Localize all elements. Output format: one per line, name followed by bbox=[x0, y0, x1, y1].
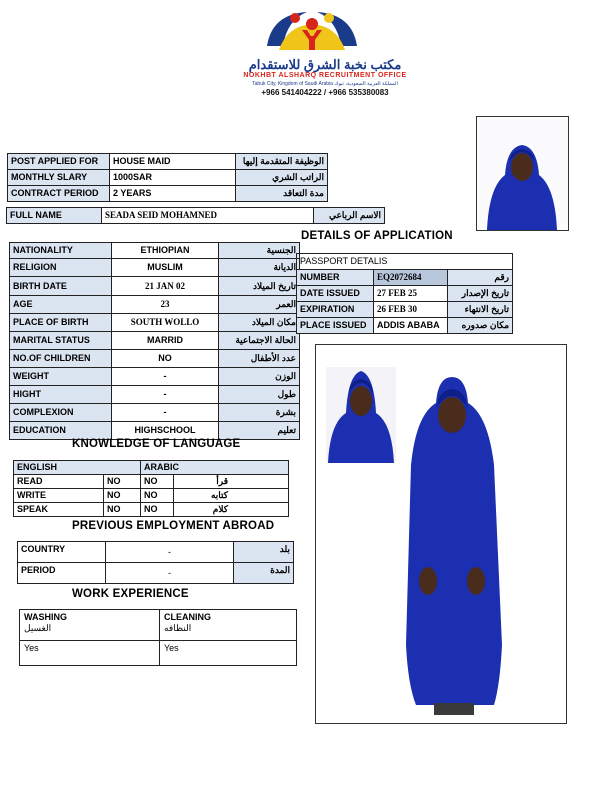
personal-arabic-label: تعليم bbox=[219, 422, 300, 440]
passport-label: DATE ISSUED bbox=[297, 286, 374, 302]
fullname-label: FULL NAME bbox=[7, 208, 102, 224]
job-label: CONTRACT PERIOD bbox=[8, 186, 110, 202]
personal-arabic-label: مكان الميلاد bbox=[219, 314, 300, 332]
personal-label: NO.OF CHILDREN bbox=[10, 350, 112, 368]
personal-arabic-label: العمر bbox=[219, 296, 300, 314]
personal-label: COMPLEXION bbox=[10, 404, 112, 422]
passport-label: EXPIRATION bbox=[297, 302, 374, 318]
job-row bbox=[8, 170, 328, 186]
personal-value: MARRID bbox=[112, 332, 219, 350]
language-english-value: NO bbox=[104, 489, 141, 503]
personal-label: WEIGHT bbox=[10, 368, 112, 386]
passport-title: PASSPORT DETALIS bbox=[297, 254, 513, 270]
personal-arabic-label: طول bbox=[219, 386, 300, 404]
employment-label: PERIOD bbox=[18, 563, 106, 584]
employment-arabic-label: المدة bbox=[234, 563, 294, 584]
job-arabic-label: مدة التعاقد bbox=[236, 186, 328, 202]
personal-arabic-label: الجنسية bbox=[219, 243, 300, 259]
personal-value: NO bbox=[112, 350, 219, 368]
personal-row bbox=[10, 404, 300, 422]
job-label: MONTHLY SLARY bbox=[8, 170, 110, 186]
personal-label: NATIONALITY bbox=[10, 243, 112, 259]
language-label: SPEAK bbox=[14, 503, 104, 517]
personal-row bbox=[10, 296, 300, 314]
personal-value: - bbox=[112, 386, 219, 404]
personal-label: RELIGION bbox=[10, 259, 112, 277]
language-english-value: NO bbox=[104, 503, 141, 517]
personal-row bbox=[10, 259, 300, 277]
work-item-arabic: النظافه bbox=[164, 623, 192, 633]
personal-value: MUSLIM bbox=[112, 259, 219, 277]
personal-row bbox=[10, 314, 300, 332]
personal-table bbox=[9, 242, 300, 440]
personal-label: BIRTH DATE bbox=[10, 277, 112, 296]
personal-row bbox=[10, 386, 300, 404]
passport-number: EQ2072684 bbox=[374, 270, 448, 286]
personal-arabic-label: تاريخ الميلاد bbox=[219, 277, 300, 296]
language-label: WRITE bbox=[14, 489, 104, 503]
passport-arabic-label: رقم bbox=[448, 270, 513, 286]
personal-row bbox=[10, 243, 300, 259]
logo-arabic-name: مكتب نخبة الشرق للاستقدام bbox=[248, 57, 402, 72]
passport-value: 26 FEB 30 bbox=[374, 302, 448, 318]
language-col-english: ENGLISH bbox=[14, 461, 141, 475]
work-item-english: WASHING bbox=[24, 612, 68, 622]
language-arabic-value: NO bbox=[141, 489, 174, 503]
personal-value: - bbox=[112, 404, 219, 422]
language-english-value: NO bbox=[104, 475, 141, 489]
employment-label: COUNTRY bbox=[18, 542, 106, 563]
personal-row bbox=[10, 422, 300, 440]
passport-value: 27 FEB 25 bbox=[374, 286, 448, 302]
language-heading: KNOWLEDGE OF LANGUAGE bbox=[72, 438, 241, 450]
passport-label: PLACE ISSUED bbox=[297, 318, 374, 334]
passport-arabic-label: تاريخ الإصدار bbox=[448, 286, 513, 302]
applicant-portrait-photo bbox=[476, 116, 569, 231]
language-label: READ bbox=[14, 475, 104, 489]
work-item-value: Yes bbox=[160, 641, 297, 666]
personal-label: AGE bbox=[10, 296, 112, 314]
personal-row bbox=[10, 277, 300, 296]
passport-label: NUMBER bbox=[297, 270, 374, 286]
personal-row bbox=[10, 368, 300, 386]
passport-table bbox=[296, 253, 513, 334]
job-arabic-label: الوظيفة المتقدمة إليها bbox=[236, 154, 328, 170]
personal-arabic-label: الحالة الاجتماعية bbox=[219, 332, 300, 350]
details-heading: DETAILS OF APPLICATION bbox=[301, 230, 453, 242]
work-heading: WORK EXPERIENCE bbox=[72, 588, 189, 600]
personal-arabic-label: بشرة bbox=[219, 404, 300, 422]
job-value: 2 YEARS bbox=[110, 186, 236, 202]
personal-label: PLACE OF BIRTH bbox=[10, 314, 112, 332]
language-col-arabic: ARABIC bbox=[141, 461, 289, 475]
fullname-table bbox=[6, 207, 385, 224]
passport-arabic-label: مكان صدوره bbox=[448, 318, 513, 334]
agency-logo bbox=[200, 6, 450, 96]
personal-label: EDUCATION bbox=[10, 422, 112, 440]
work-item-value: Yes bbox=[20, 641, 160, 666]
job-table bbox=[7, 153, 328, 202]
job-value: HOUSE MAID bbox=[110, 154, 236, 170]
job-label: POST APPLIED FOR bbox=[8, 154, 110, 170]
passport-arabic-label: تاريخ الانتهاء bbox=[448, 302, 513, 318]
personal-row bbox=[10, 332, 300, 350]
personal-value: ETHIOPIAN bbox=[112, 243, 219, 259]
personal-value: 23 bbox=[112, 296, 219, 314]
personal-arabic-label: الوزن bbox=[219, 368, 300, 386]
work-item-arabic: الغسيل bbox=[24, 623, 52, 633]
personal-label: HIGHT bbox=[10, 386, 112, 404]
employment-value: - bbox=[106, 542, 234, 563]
language-arabic-label: كلام bbox=[174, 503, 289, 517]
personal-row bbox=[10, 350, 300, 368]
employment-table bbox=[17, 541, 294, 584]
personal-value: HIGHSCHOOL bbox=[112, 422, 219, 440]
employment-value: - bbox=[106, 563, 234, 584]
language-arabic-value: NO bbox=[141, 475, 174, 489]
employment-heading: PREVIOUS EMPLOYMENT ABROAD bbox=[72, 520, 275, 532]
personal-arabic-label: الديانة bbox=[219, 259, 300, 277]
job-row bbox=[8, 154, 328, 170]
personal-value: 21 JAN 02 bbox=[112, 277, 219, 296]
personal-arabic-label: عدد الأطفال bbox=[219, 350, 300, 368]
logo-phones: +966 541404222 / +966 535380083 bbox=[261, 88, 389, 97]
job-arabic-label: الراتب الشري bbox=[236, 170, 328, 186]
logo-emblem-icon bbox=[257, 6, 367, 62]
employment-arabic-label: بلد bbox=[234, 542, 294, 563]
logo-location: Tabuk City, Kingdom of Saudi Arabia المملكة العربية السعودية، تبوك bbox=[252, 81, 398, 87]
personal-label: MARITAL STATUS bbox=[10, 332, 112, 350]
fullname-value: SEADA SEID MOHAMNED bbox=[102, 208, 314, 224]
fullname-arabic-label: الاسم الرباعي bbox=[314, 208, 385, 224]
applicant-full-photo bbox=[315, 344, 567, 724]
job-row bbox=[8, 186, 328, 202]
language-table bbox=[13, 460, 289, 517]
language-arabic-label: كتابه bbox=[174, 489, 289, 503]
logo-english-name: NOKHBT ALSHARQ RECRUITMENT OFFICE bbox=[243, 72, 407, 79]
work-table bbox=[19, 609, 297, 666]
language-arabic-value: NO bbox=[141, 503, 174, 517]
personal-value: - bbox=[112, 368, 219, 386]
language-arabic-label: قرأ bbox=[174, 475, 289, 489]
work-item-english: CLEANING bbox=[164, 612, 211, 622]
personal-value: SOUTH WOLLO bbox=[112, 314, 219, 332]
passport-value: ADDIS ABABA bbox=[374, 318, 448, 334]
job-value: 1000SAR bbox=[110, 170, 236, 186]
